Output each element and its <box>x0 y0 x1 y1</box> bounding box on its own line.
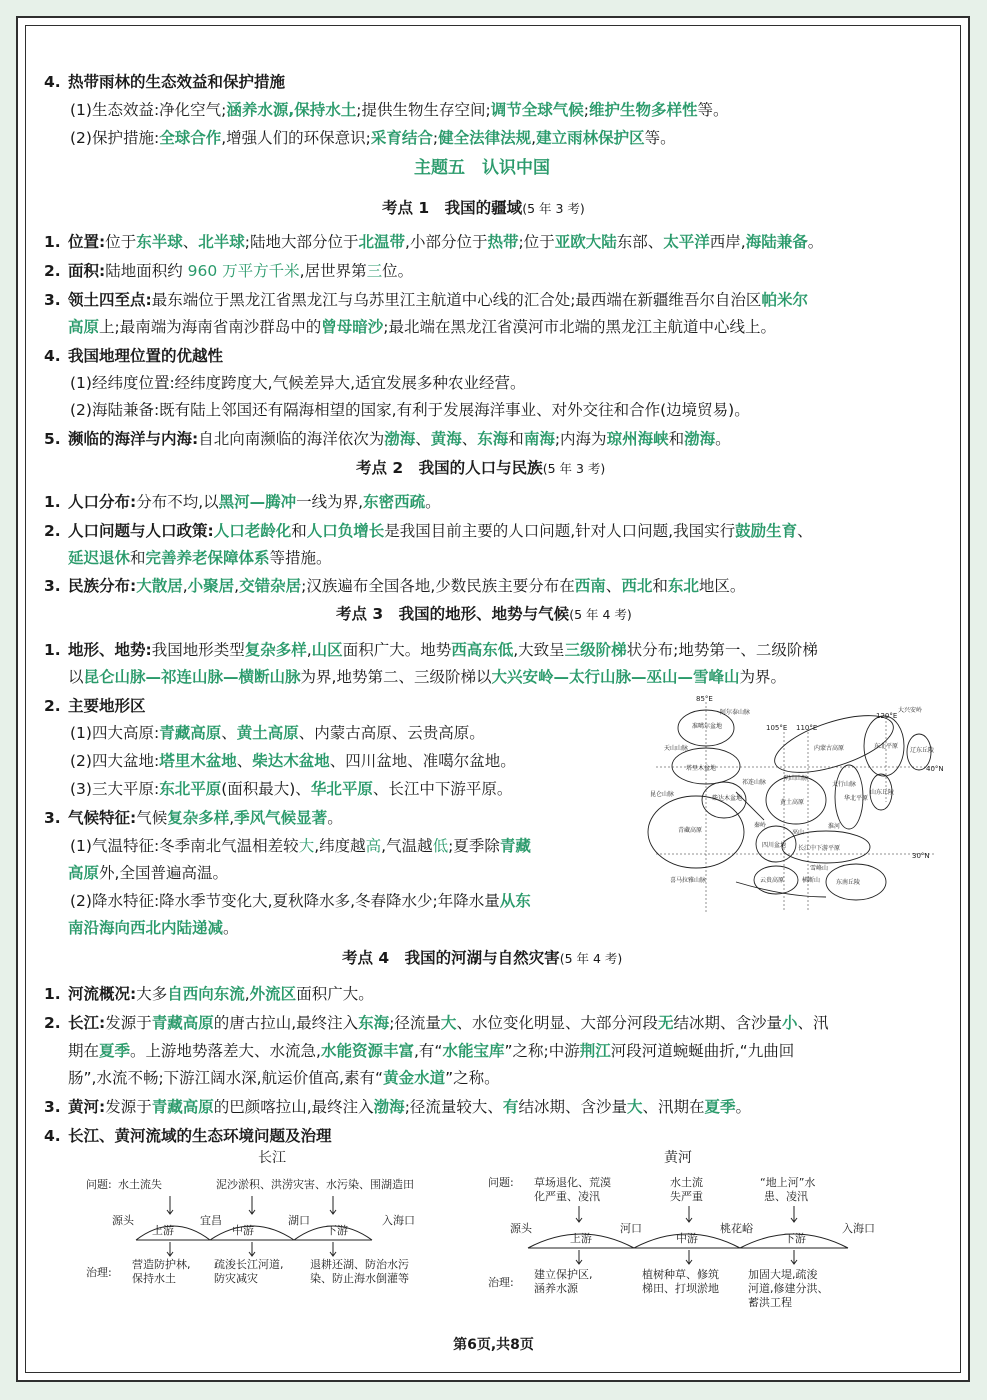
map-lon-105: 105°E <box>766 724 788 732</box>
yangtze-gov-2b: 防灾减灾 <box>214 1272 258 1285</box>
k2-item-2-cont: 延迟退休和完善养老保障体系等措施。 <box>68 549 332 567</box>
kaodian-2-title: 考点 2 我国的人口与民族(5 年 3 考) <box>356 459 606 477</box>
k1-item-5: 5. 濒临的海洋与内海:自北向南濒临的海洋依次为渤海、黄海、东海和南海;内海为琼州海峡和渤海。 <box>44 430 731 448</box>
map-changjiang: 长江中下游平原 <box>798 845 841 852</box>
k4-item-2-cont-1: 期在夏季。上游地势落差大、水流急,水能资源丰富,有“水能宝库”之称;中游荆江河段河道蜿蜒曲折,“九曲回 <box>68 1042 795 1060</box>
k3-plateaus: (1)四大高原:青藏高原、黄土高原、内蒙古高原、云贵高原。 <box>70 724 485 742</box>
k1-item-4-line-1: (1)经纬度位置:经纬度跨度大,气候差异大,适宜发展多种农业经营。 <box>70 374 526 392</box>
k3-item-2: 2. 主要地形区 <box>44 697 146 715</box>
yellow-river-problem-1b: 化严重、凌汛 <box>534 1190 600 1203</box>
map-hengduan: 横断山 <box>802 877 821 884</box>
map-lon-110: 110°E <box>796 724 818 732</box>
yangtze-middle: 中游 <box>232 1224 254 1237</box>
yangtze-problem-label: 问题: <box>86 1178 112 1191</box>
map-himalaya: 喜马拉雅山脉 <box>670 877 707 884</box>
k3-precipitation: (2)降水特征:降水季节变化大,夏秋降水多,冬春降水少;年降水量从东 <box>70 892 531 910</box>
k2-item-2: 2. 人口问题与人口政策:人口老龄化和人口负增长是我国目前主要的人口问题,针对人口问题,我国实行鼓励生育、 <box>44 522 813 540</box>
yellow-river-source: 源头 <box>510 1222 532 1235</box>
map-xuefeng: 雪峰山 <box>810 865 829 872</box>
map-tarim: 塔里木盆地 <box>686 765 717 772</box>
yangtze-diagram <box>80 1148 480 1296</box>
k3-item-1-cont: 以昆仑山脉—祁连山脉—横断山脉为界,地势第二、三级阶梯以大兴安岭—太行山脉—巫山—雪峰山为界。 <box>68 668 786 686</box>
k1-item-3: 3. 领土四至点:最东端位于黑龙江省黑龙江与乌苏里江主航道中心线的汇合处;最西端在新疆维吾尔自治区帕米尔 <box>44 291 808 309</box>
yellow-river-middle: 中游 <box>676 1232 698 1245</box>
map-lat-40: 40°N <box>926 765 944 773</box>
map-lon-85: 85°E <box>696 695 713 703</box>
map-neimenggu: 内蒙古高原 <box>814 745 845 752</box>
yellow-river-problem-2a: 水土流 <box>670 1176 703 1189</box>
map-daxinganling: 大兴安岭 <box>898 707 923 714</box>
yangtze-title: 长江 <box>258 1150 286 1166</box>
map-taihang: 太行山脉 <box>832 781 857 788</box>
yangtze-gov-3a: 退耕还湖、防治水污 <box>310 1258 409 1271</box>
k2-item-1: 1. 人口分布:分布不均,以黑河—腾冲一线为界,东密西疏。 <box>44 493 441 511</box>
yellow-river-gov-label: 治理: <box>488 1276 514 1289</box>
k1-item-3-cont: 高原上;最南端为海南省南沙群岛中的曾母暗沙;最北端在黑龙江省漠河市北端的黑龙江主航道中心线上。 <box>68 318 776 336</box>
yellow-river-mouth: 入海口 <box>842 1222 875 1235</box>
yellow-river-hekou: 河口 <box>620 1222 642 1235</box>
map-loess: 黄土高原 <box>780 799 805 806</box>
k3-temperature-cont: 高原外,全国普遍高温。 <box>68 864 228 882</box>
map-tibet: 青藏高原 <box>678 827 703 834</box>
yellow-river-gov-3c: 蓄洪工程 <box>748 1296 792 1309</box>
map-huabei: 华北平原 <box>844 795 869 802</box>
yellow-river-gov-2b: 梯田、打坝淤地 <box>642 1282 719 1295</box>
yellow-river-lower: 下游 <box>784 1232 806 1245</box>
yellow-river-gov-1a: 建立保护区, <box>534 1268 593 1281</box>
k4-item-3: 3. 黄河:发源于青藏高原的巴颜喀拉山,最终注入渤海;径流量较大、有结冰期、含沙量大、汛期在夏季。 <box>44 1098 752 1116</box>
map-shandong: 山东丘陵 <box>870 789 895 796</box>
yellow-river-problem-2b: 失严重 <box>670 1190 703 1203</box>
yellow-river-problem-3b: 患、凌汛 <box>764 1190 808 1203</box>
page-footer: 第6页,共8页 <box>453 1337 534 1353</box>
map-wushan: 巫山 <box>792 829 805 836</box>
rainforest-benefits: (1)生态效益:净化空气;涵养水源,保持水土;提供生物生存空间;调节全球气候;维护生物多样性等。 <box>70 101 729 119</box>
kaodian-1-title: 考点 1 我国的疆域(5 年 3 考) <box>382 199 585 217</box>
yangtze-source: 源头 <box>112 1214 134 1227</box>
yangtze-upper: 上游 <box>152 1224 174 1237</box>
k3-precipitation-cont: 南沿海向西北内陆递减。 <box>68 919 239 937</box>
k3-basins: (2)四大盆地:塔里木盆地、柴达木盆地、四川盆地、准噶尔盆地。 <box>70 752 516 770</box>
k3-temperature: (1)气温特征:冬季南北气温相差较大,纬度越高,气温越低;夏季除青藏 <box>70 837 531 855</box>
theme-title: 主题五 认识中国 <box>414 158 550 178</box>
k4-item-1: 1. 河流概况:大多自西向东流,外流区面积广大。 <box>44 985 374 1003</box>
map-yinshan: 阴山山脉 <box>784 775 809 782</box>
k1-item-1: 1. 位置:位于东半球、北半球;陆地大部分位于北温带,小部分位于热带;位于亚欧大陆东部、太平洋西岸,海陆兼备。 <box>44 233 824 251</box>
map-kunlun: 昆仑山脉 <box>650 791 675 798</box>
k4-item-2: 2. 长江:发源于青藏高原的唐古拉山,最终注入东海;径流量大、水位变化明显、大部分河段无结冰期、含沙量小、汛 <box>44 1014 829 1032</box>
yellow-river-problem-label: 问题: <box>488 1176 514 1189</box>
yangtze-problem-1: 水土流失 <box>118 1178 162 1191</box>
map-sichuan: 四川盆地 <box>762 842 787 849</box>
yellow-river-upper: 上游 <box>570 1232 592 1245</box>
yellow-river-taohuayu: 桃花峪 <box>720 1222 753 1235</box>
map-huaihe: 淮河 <box>828 823 841 830</box>
k3-item-1: 1. 地形、地势:我国地形类型复杂多样,山区面积广大。地势西高东低,大致呈三级阶梯状分布;地势第一、二级阶梯 <box>44 641 818 659</box>
k2-item-3: 3. 民族分布:大散居,小聚居,交错杂居;汉族遍布全国各地,少数民族主要分布在西南、西北和东北地区。 <box>44 577 746 595</box>
k3-item-3: 3. 气候特征:气候复杂多样,季风气候显著。 <box>44 809 343 827</box>
yangtze-hukou: 湖口 <box>288 1214 310 1227</box>
yangtze-gov-1b: 保持水土 <box>132 1272 176 1285</box>
map-yungui: 云贵高原 <box>760 877 785 884</box>
heading-rainforest: 4. 热带雨林的生态效益和保护措施 <box>44 73 286 91</box>
map-dongnan: 东南丘陵 <box>836 879 861 886</box>
yangtze-gov-3b: 染、防止海水倒灌等 <box>310 1272 409 1285</box>
map-junggar: 准噶尔盆地 <box>692 723 723 730</box>
yangtze-gov-label: 治理: <box>86 1266 112 1279</box>
map-lat-30: 30°N <box>912 852 930 860</box>
yangtze-gov-1a: 营造防护林, <box>132 1258 191 1271</box>
yellow-river-diagram <box>484 1148 902 1310</box>
yellow-river-gov-3b: 河道,修建分洪、 <box>748 1282 829 1295</box>
map-altai: 阿尔泰山脉 <box>720 709 751 716</box>
map-dongbei: 东北平原 <box>874 743 899 750</box>
yellow-river-problem-3a: “地上河”水 <box>760 1176 816 1189</box>
k4-item-2-cont-2: 肠”,水流不畅;下游江阔水深,航运价值高,素有“黄金水道”之称。 <box>68 1069 500 1087</box>
map-qinling: 秦岭 <box>754 822 767 829</box>
k1-item-4: 4. 我国地理位置的优越性 <box>44 347 224 365</box>
kaodian-3-title: 考点 3 我国的地形、地势与气候(5 年 4 考) <box>336 605 632 623</box>
map-liaodong: 辽东丘陵 <box>910 747 935 754</box>
yangtze-gov-2a: 疏浚长江河道, <box>214 1258 284 1271</box>
yangtze-yichang: 宜昌 <box>200 1214 222 1227</box>
yellow-river-problem-1a: 草场退化、荒漠 <box>534 1176 611 1189</box>
yangtze-lower: 下游 <box>326 1224 348 1237</box>
k4-item-4: 4. 长江、黄河流域的生态环境问题及治理 <box>44 1127 332 1145</box>
yellow-river-gov-1b: 涵养水源 <box>534 1282 578 1295</box>
yellow-river-gov-2a: 植树种草、修筑 <box>642 1268 719 1281</box>
china-terrain-map <box>636 692 948 918</box>
yangtze-mouth: 入海口 <box>382 1214 415 1227</box>
yellow-river-title: 黄河 <box>664 1150 692 1166</box>
k3-plains: (3)三大平原:东北平原(面积最大)、华北平原、长江中下游平原。 <box>70 780 513 798</box>
map-tianshan: 天山山脉 <box>664 745 689 752</box>
k1-item-2: 2. 面积:陆地面积约 960 万平方千米,居世界第三位。 <box>44 262 414 280</box>
yellow-river-gov-3a: 加固大堤,疏浚 <box>748 1268 818 1281</box>
map-qaidam: 柴达木盆地 <box>712 795 743 802</box>
map-lon-120: 120°E <box>876 712 898 720</box>
rainforest-measures: (2)保护措施:全球合作,增强人们的环保意识;采育结合;健全法律法规,建立雨林保护区等。 <box>70 129 676 147</box>
map-qilian: 祁连山脉 <box>742 779 767 786</box>
yangtze-problem-2: 泥沙淤积、洪涝灾害、水污染、围湖造田 <box>216 1178 414 1191</box>
kaodian-4-title: 考点 4 我国的河湖与自然灾害(5 年 4 考) <box>342 949 623 967</box>
k1-item-4-line-2: (2)海陆兼备:既有陆上邻国还有隔海相望的国家,有利于发展海洋事业、对外交往和合作(边境贸易)。 <box>70 401 750 419</box>
